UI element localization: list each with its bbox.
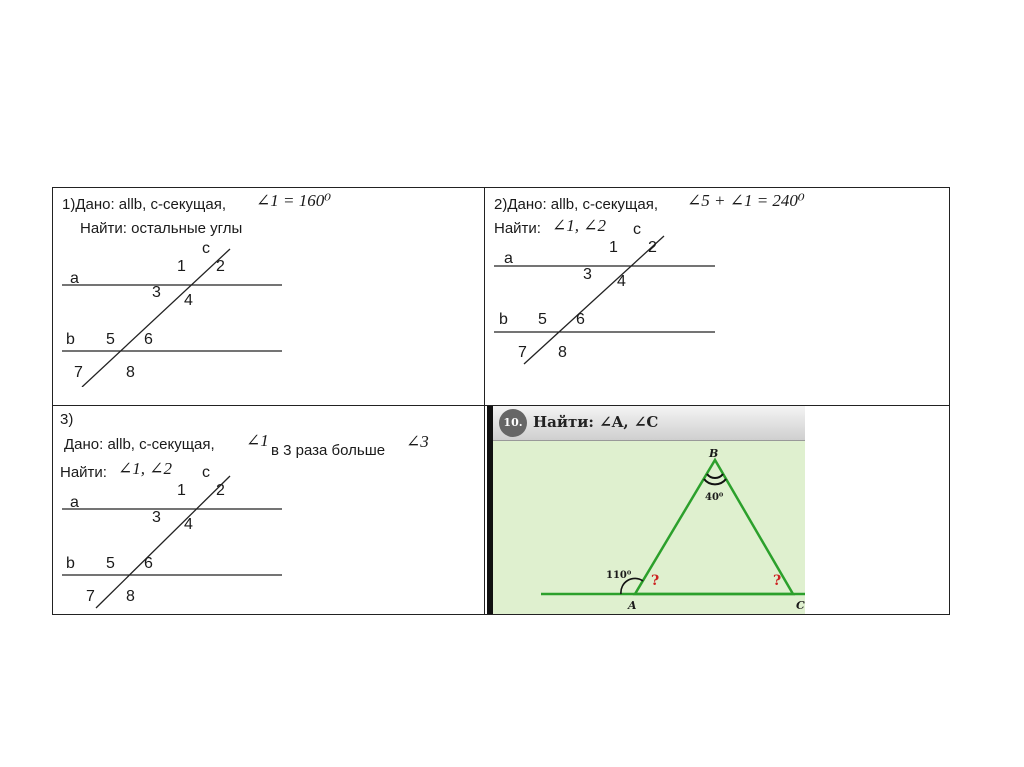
task3-angle-3: ∠3 (406, 432, 429, 451)
angle-b-arc-2 (704, 479, 726, 484)
exterior-angle-value: 110⁰ (606, 570, 632, 581)
label-angle-7: 7 (86, 588, 95, 605)
label-a: a (504, 250, 513, 267)
label-b: b (499, 311, 508, 328)
task3-number: 3) (60, 411, 74, 428)
task1-diagram (52, 237, 292, 387)
label-angle-2: 2 (216, 258, 225, 275)
task10-title: Найти: ∠A, ∠C (533, 413, 659, 431)
triangle-figure (493, 406, 805, 614)
task3-angle-1: ∠1 (246, 431, 269, 450)
task3-relation: в 3 раза больше (271, 442, 386, 459)
label-angle-5: 5 (106, 555, 115, 572)
label-angle-5: 5 (106, 331, 115, 348)
task2-find-expression: ∠1, ∠2 (552, 216, 606, 235)
angle-a-unknown: ? (651, 573, 660, 589)
vertex-c-label: C (796, 599, 805, 612)
task2-diagram (484, 220, 724, 370)
label-angle-7: 7 (518, 344, 527, 361)
label-a: a (70, 270, 79, 287)
label-angle-7: 7 (74, 364, 83, 381)
vertex-a-label: A (628, 599, 637, 612)
task1-given: 1)Дано: allb, с-секущая, (62, 196, 227, 213)
task2-find-label: Найти: (494, 220, 541, 237)
label-c: c (202, 240, 210, 257)
secant-c (524, 236, 664, 364)
angle-c-unknown: ? (773, 573, 782, 589)
label-angle-3: 3 (152, 284, 161, 301)
label-angle-3: 3 (583, 266, 592, 283)
label-angle-6: 6 (576, 311, 585, 328)
vertex-b-label: B (709, 447, 719, 460)
label-angle-8: 8 (126, 588, 135, 605)
label-angle-1: 1 (609, 239, 618, 256)
label-angle-2: 2 (648, 239, 657, 256)
angle-b-arc-1 (707, 474, 723, 478)
secant-c (82, 249, 230, 387)
label-c: c (202, 464, 210, 481)
task3-find-expression: ∠1, ∠2 (118, 459, 172, 478)
label-a: a (70, 494, 79, 511)
label-angle-1: 1 (177, 482, 186, 499)
label-angle-8: 8 (558, 344, 567, 361)
label-b: b (66, 331, 75, 348)
task2-angle-expression: ∠5 + ∠1 = 240⁰ (687, 191, 805, 210)
task3-diagram (52, 459, 292, 612)
task10-image-panel (493, 406, 805, 614)
task3-given: Дано: allb, с-секущая, (64, 436, 215, 453)
label-angle-3: 3 (152, 509, 161, 526)
label-angle-6: 6 (144, 555, 153, 572)
secant-c (96, 476, 230, 608)
label-angle-4: 4 (184, 292, 193, 309)
task2-given: 2)Дано: allb, с-секущая, (494, 196, 659, 213)
angle-b-value: 40⁰ (705, 492, 724, 503)
label-angle-4: 4 (184, 516, 193, 533)
label-c: c (633, 221, 641, 238)
label-angle-4: 4 (617, 273, 626, 290)
label-angle-8: 8 (126, 364, 135, 381)
label-angle-1: 1 (177, 258, 186, 275)
task1-find: Найти: остальные углы (80, 220, 243, 237)
label-angle-6: 6 (144, 331, 153, 348)
label-angle-2: 2 (216, 482, 225, 499)
task1-angle-expression: ∠1 = 160⁰ (256, 191, 332, 210)
label-angle-5: 5 (538, 311, 547, 328)
task3-find-label: Найти: (60, 464, 107, 481)
task10-number-badge: 10. (499, 409, 527, 437)
label-b: b (66, 555, 75, 572)
